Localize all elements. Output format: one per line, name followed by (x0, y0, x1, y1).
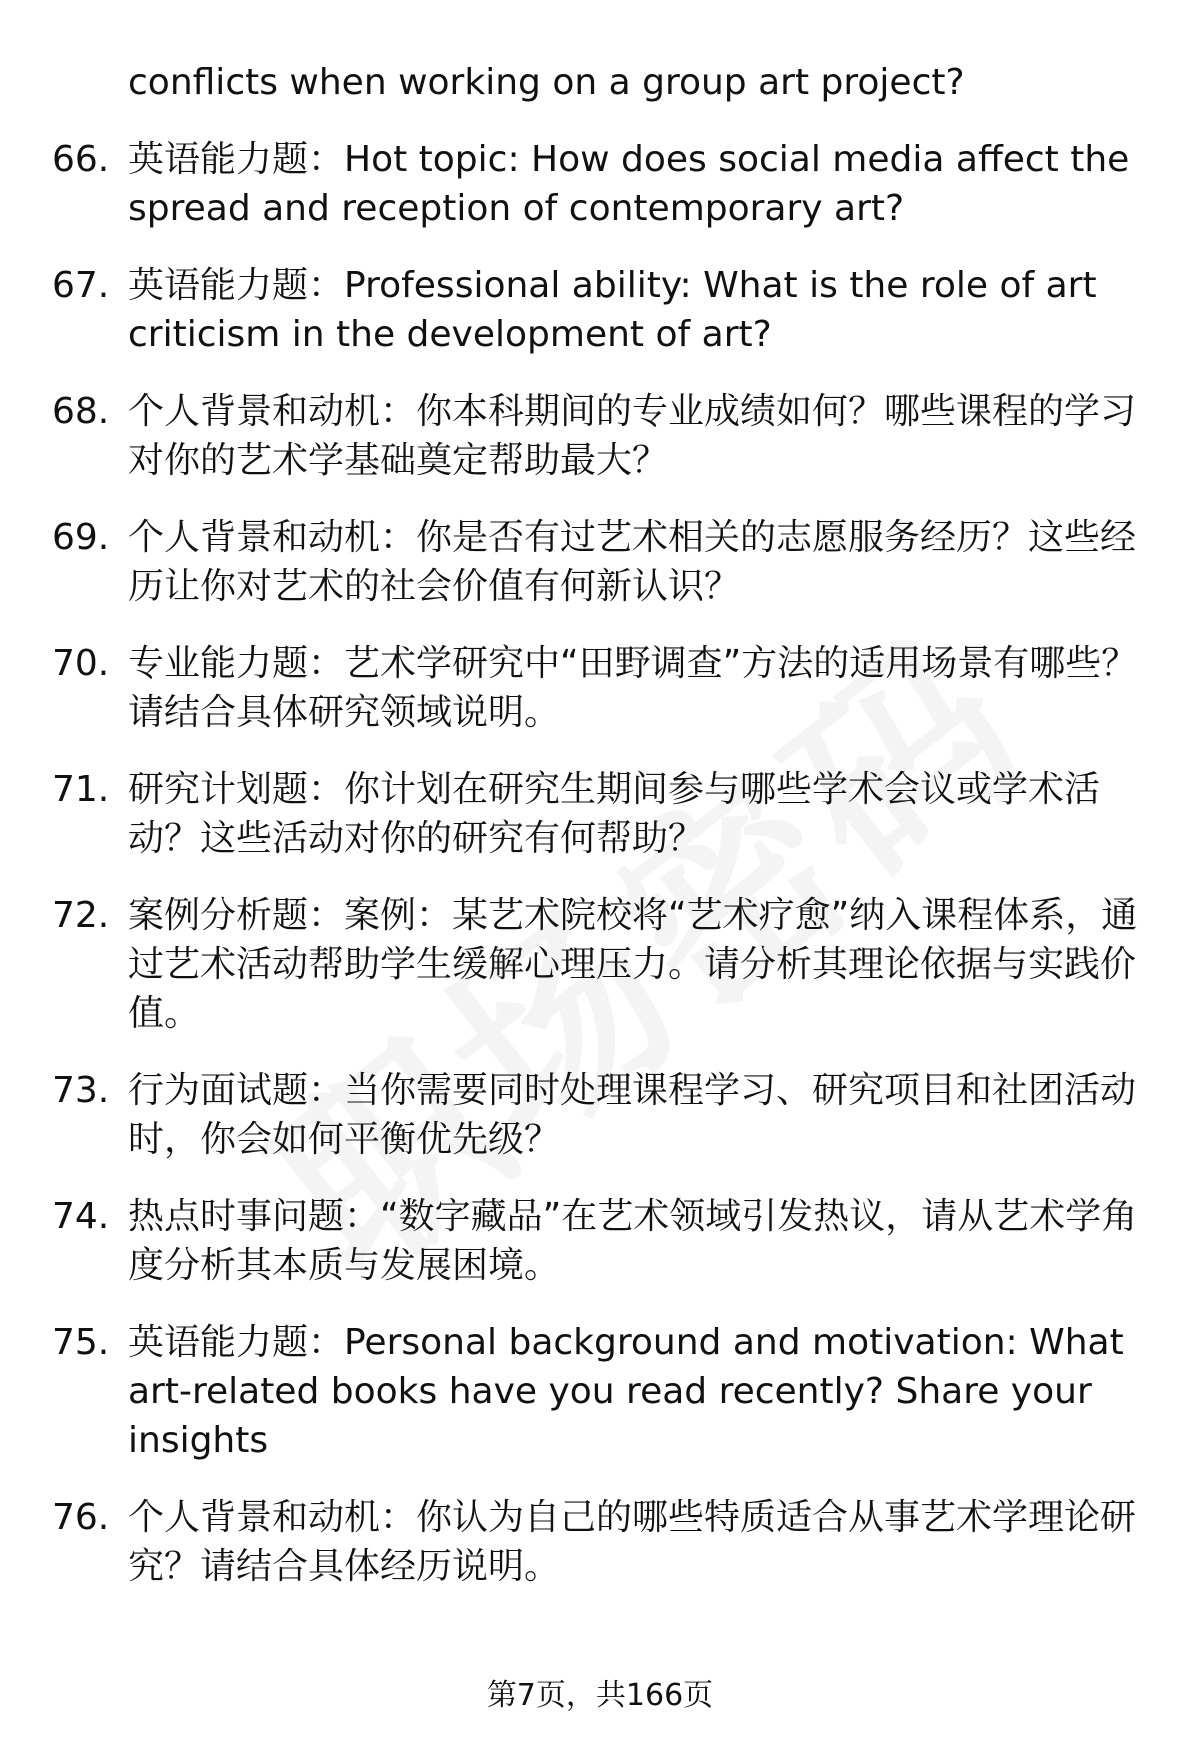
question-text: 英语能力题：Hot topic: How does social media affect the spread and reception of contemporary art? (128, 139, 1130, 229)
question-item (0, 1192, 1200, 1290)
question-item (0, 1066, 1200, 1164)
question-number: 74. (52, 1196, 110, 1237)
question-item (0, 639, 1200, 737)
question-text: 个人背景和动机：你认为自己的哪些特质适合从事艺术学理论研究？请结合具体经历说明。 (128, 1497, 1137, 1587)
question-item (0, 387, 1200, 485)
question-text: 个人背景和动机：你是否有过艺术相关的志愿服务经历？这些经历让你对艺术的社会价值有何新认识？ (128, 517, 1137, 607)
question-continuation: conflicts when working on a group art project? (128, 62, 965, 103)
question-number: 69. (52, 517, 110, 558)
question-text: 英语能力题：Personal background and motivation: What art-related books have you read recently? Share your insights (128, 1322, 1124, 1461)
question-item (0, 765, 1200, 863)
question-number: 73. (52, 1070, 110, 1111)
question-number: 71. (52, 769, 110, 810)
question-item (0, 513, 1200, 611)
question-item (0, 1318, 1200, 1465)
question-text: 英语能力题：Professional ability: What is the role of art criticism in the development of art? (128, 265, 1097, 355)
question-number: 76. (52, 1497, 110, 1538)
question-text: 行为面试题：当你需要同时处理课程学习、研究项目和社团活动时，你会如何平衡优先级？ (128, 1070, 1137, 1160)
question-number: 75. (52, 1322, 110, 1363)
question-number: 67. (52, 265, 110, 306)
question-number: 68. (52, 391, 110, 432)
question-number: 72. (52, 895, 110, 936)
question-number: 70. (52, 643, 110, 684)
question-item (0, 135, 1200, 233)
question-list (0, 58, 1200, 1619)
question-number: 66. (52, 139, 110, 180)
question-text: 个人背景和动机：你本科期间的专业成绩如何？哪些课程的学习对你的艺术学基础奠定帮助最大？ (128, 391, 1137, 481)
question-text: 案例分析题：案例：某艺术院校将“艺术疗愈”纳入课程体系，通过艺术活动帮助学生缓解心理压力。请分析其理论依据与实践价值。 (128, 895, 1138, 1034)
question-item (0, 891, 1200, 1038)
page-footer: 第7页，共166页 (486, 1678, 714, 1713)
question-item (0, 261, 1200, 359)
question-text: 热点时事问题：“数字藏品”在艺术领域引发热议，请从艺术学角度分析其本质与发展困境。 (128, 1196, 1138, 1286)
question-item (0, 1493, 1200, 1591)
question-text: 研究计划题：你计划在研究生期间参与哪些学术会议或学术活动？这些活动对你的研究有何帮助？ (128, 769, 1101, 859)
question-text: 专业能力题：艺术学研究中“田野调查”方法的适用场景有哪些？请结合具体研究领域说明。 (128, 643, 1138, 733)
